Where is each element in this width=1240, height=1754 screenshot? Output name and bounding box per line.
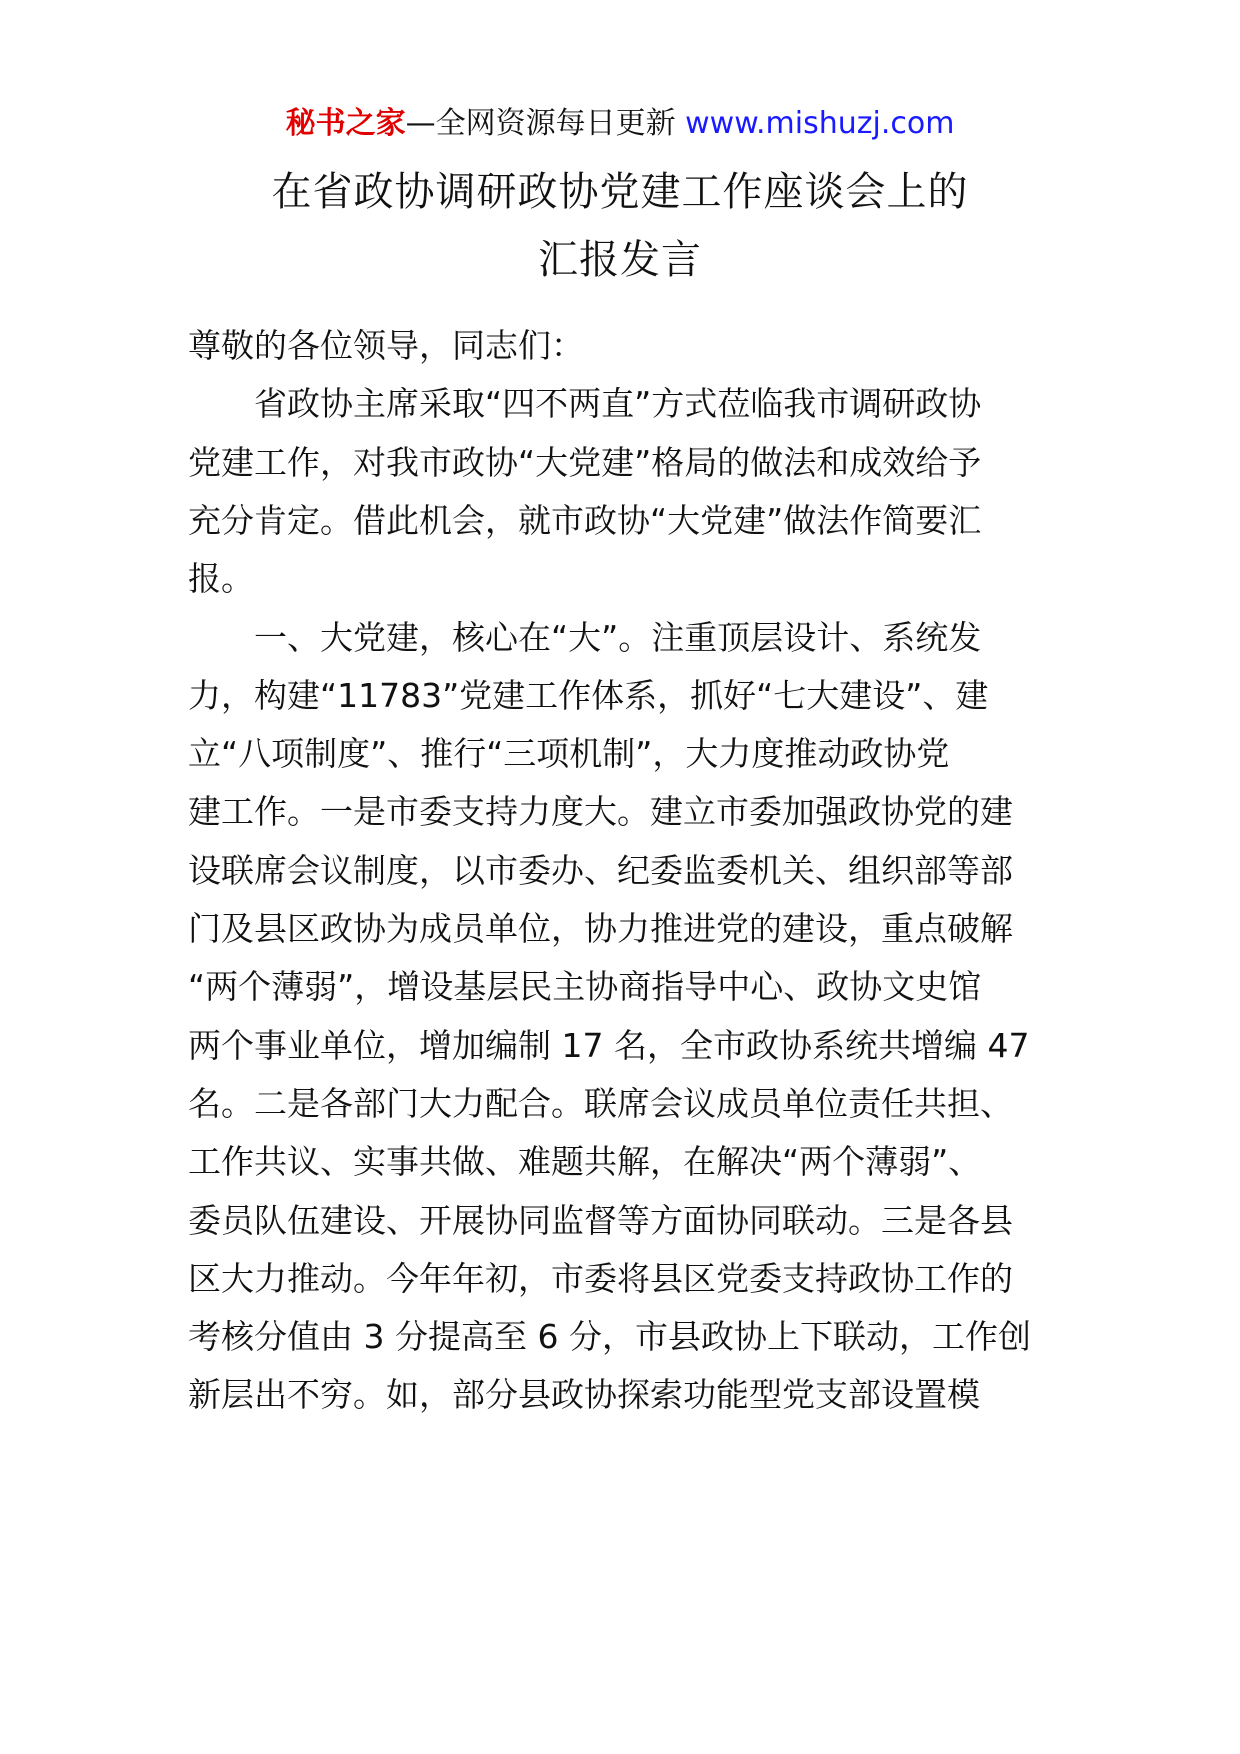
body-text-line: 两个事业单位，增加编制 17 名，全市政协系统共增编 47 — [188, 1025, 1030, 1065]
body-text-line: 报。 — [188, 559, 254, 599]
body-text-line: 充分肯定。借此机会，就市政协“大党建”做法作简要汇 — [188, 500, 982, 540]
site-url[interactable]: www.mishuzj.com — [685, 106, 955, 141]
body-text-line: 一、大党建，核心在“大”。注重顶层设计、系统发 — [188, 617, 982, 657]
document-title-line-2: 汇报发言 — [538, 237, 702, 283]
body-text-line: 设联席会议制度，以市委办、纪委监委机关、组织部等部 — [188, 850, 1013, 890]
body-text-line: “两个薄弱”，增设基层民主协商指导中心、政协文史馆 — [188, 967, 982, 1007]
body-text-line: 名。二是各部门大力配合。联席会议成员单位责任共担、 — [188, 1083, 1013, 1123]
body-text-line: 党建工作，对我市政协“大党建”格局的做法和成效给予 — [188, 442, 982, 482]
body-text-line: 立“八项制度”、推行“三项机制”，大力度推动政协党 — [188, 734, 950, 774]
body-text-line: 尊敬的各位领导，同志们： — [188, 326, 584, 365]
body-text-line: 省政协主席采取“四不两直”方式莅临我市调研政协 — [188, 384, 982, 424]
site-watermark-header — [0, 100, 1240, 148]
brand-name: 秘书之家 — [285, 106, 406, 141]
body-text-line: 区大力推动。今年年初，市委将县区党委支持政协工作的 — [188, 1258, 1013, 1298]
body-text-line: 建工作。一是市委支持力度大。建立市委加强政协党的建 — [188, 792, 1013, 832]
body-text-line: 委员队伍建设、开展协同监督等方面协同联动。三是各县 — [188, 1200, 1013, 1240]
body-text-line: 门及县区政协为成员单位，协力推进党的建设，重点破解 — [188, 909, 1013, 948]
body-text-line: 新层出不穷。如，部分县政协探索功能型党支部设置模 — [188, 1375, 980, 1415]
document-title-line-1: 在省政协调研政协党建工作座谈会上的 — [271, 169, 969, 215]
brand-tagline: —全网资源每日更新 — [405, 106, 676, 141]
body-text-line: 力，构建“11783”党建工作体系，抓好“七大建设”、建 — [188, 675, 989, 715]
body-text-line: 考核分值由 3 分提高至 6 分，市县政协上下联动，工作创 — [188, 1317, 1031, 1357]
body-text-line: 工作共议、实事共做、难题共解，在解决“两个薄弱”、 — [188, 1142, 982, 1182]
